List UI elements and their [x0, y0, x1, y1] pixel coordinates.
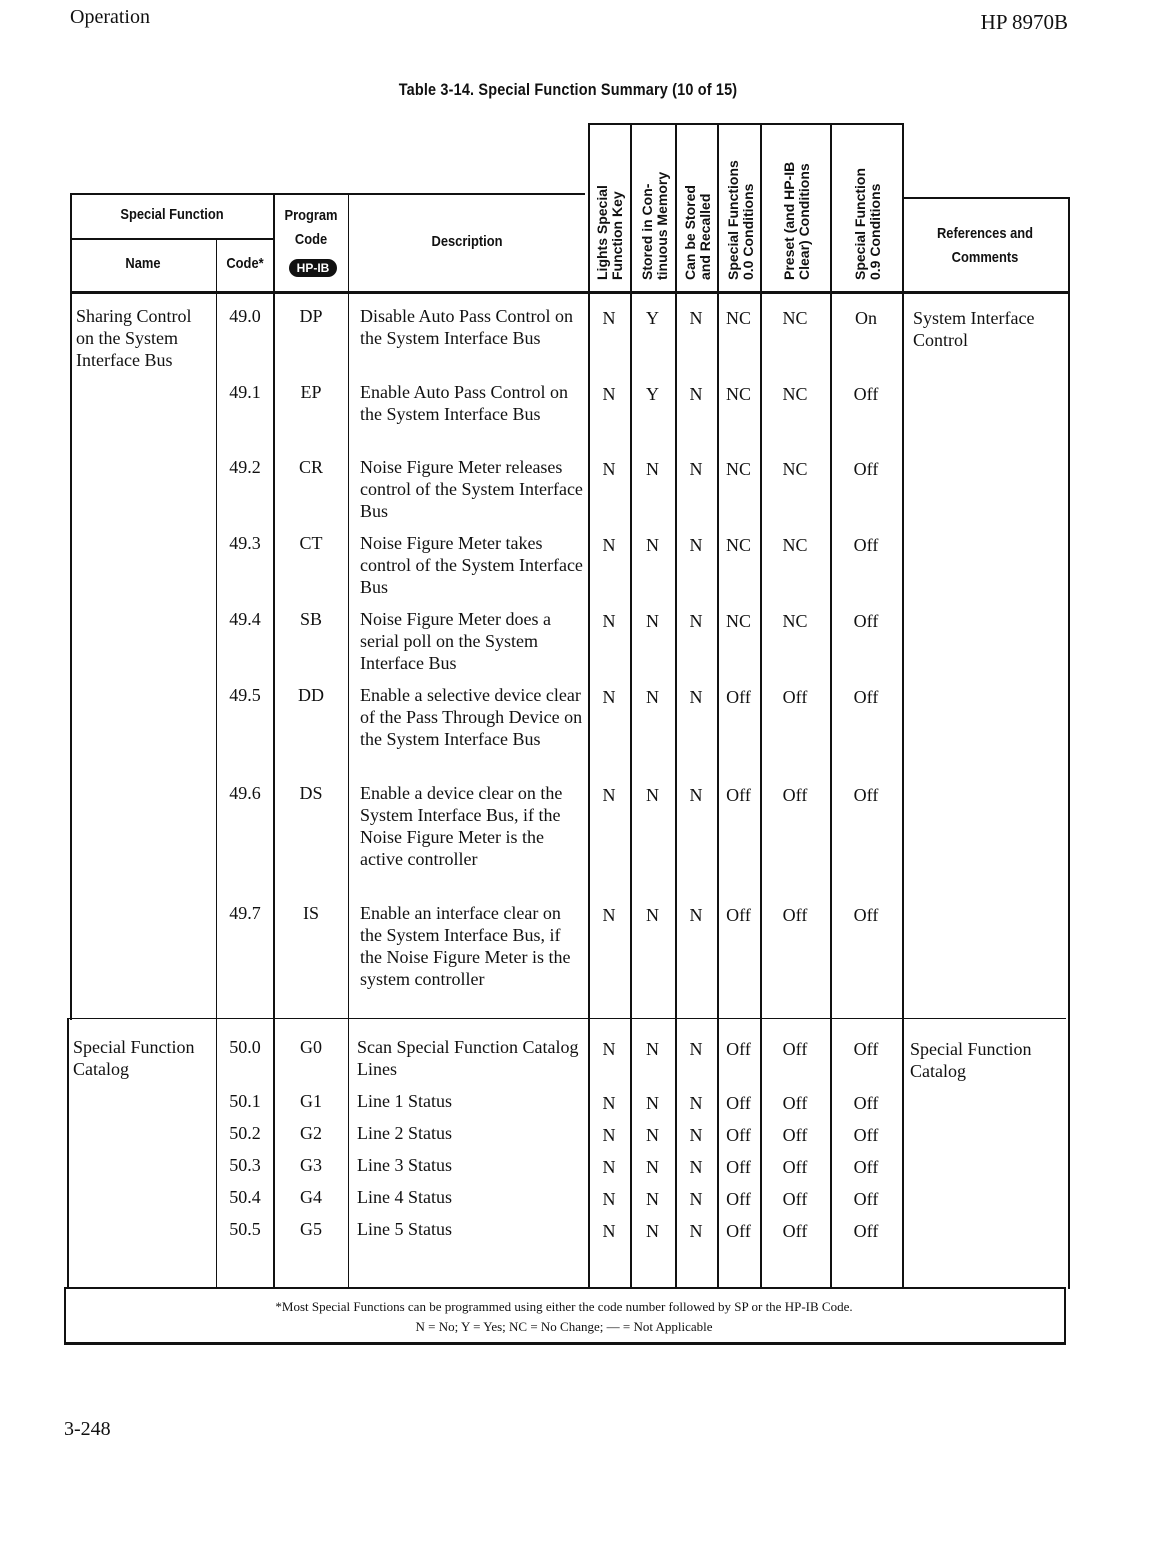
- flag-preset: NC: [782, 459, 808, 479]
- flag-sf00: Off: [726, 1157, 751, 1177]
- header-stored-line1: Stored in Con-: [639, 183, 655, 280]
- flag-stored: N: [646, 535, 659, 555]
- flag-lights: N: [602, 459, 616, 479]
- header-stored-line2: tinuous Memory: [654, 171, 670, 280]
- flag-lights: N: [602, 1093, 616, 1113]
- function-description: Line 2 Status: [357, 1123, 452, 1143]
- table-rule: [1068, 197, 1070, 1289]
- header-code: Code*: [226, 255, 264, 272]
- function-description: Noise Figure Meter releases control of the System Interface Bus: [360, 457, 583, 521]
- flag-preset: NC: [782, 308, 808, 328]
- flag-lights: N: [602, 611, 616, 631]
- page-model: HP 8970B: [980, 10, 1068, 34]
- hpib-code: DS: [299, 783, 323, 803]
- flag-sf00: Off: [726, 1189, 751, 1209]
- flag-recalled: N: [689, 1093, 703, 1113]
- table-rule: [902, 123, 904, 1287]
- flag-lights: N: [602, 1039, 616, 1059]
- flag-preset: Off: [782, 1039, 808, 1059]
- function-description: Line 4 Status: [357, 1187, 452, 1207]
- flag-sf00: Off: [726, 1125, 751, 1145]
- code-number: 49.6: [229, 783, 261, 803]
- flag-sf09: Off: [853, 1125, 879, 1145]
- flag-preset: Off: [782, 1125, 808, 1145]
- function-description: Enable an interface clear on the System Interface Bus, if the Noise Figure Meter is the system controller: [360, 903, 571, 989]
- flag-recalled: N: [689, 1125, 703, 1145]
- table-rule: [216, 238, 217, 1287]
- page-number: 3-248: [64, 1418, 111, 1440]
- header-preset-line2: Clear) Conditions: [796, 163, 812, 280]
- flag-preset: Off: [782, 1093, 808, 1113]
- code-number: 49.7: [229, 903, 261, 923]
- flag-sf00: NC: [725, 308, 751, 328]
- flag-lights: N: [602, 308, 616, 328]
- header-name: Name: [125, 255, 161, 272]
- flag-sf09: Off: [853, 1157, 879, 1177]
- flag-preset: NC: [782, 611, 808, 631]
- table-rule: [588, 123, 903, 125]
- header-comments: Comments: [951, 249, 1019, 266]
- flag-sf00: Off: [726, 1039, 751, 1059]
- header-special-function: Special Function: [120, 206, 224, 223]
- flag-sf00: Off: [726, 905, 751, 925]
- flag-recalled: N: [689, 1189, 703, 1209]
- flag-preset: NC: [782, 384, 808, 404]
- flag-stored: N: [646, 459, 659, 479]
- flag-sf00: Off: [726, 1221, 751, 1241]
- flag-stored: N: [646, 611, 659, 631]
- hpib-code: SB: [299, 609, 323, 629]
- flag-lights: N: [602, 905, 616, 925]
- flag-lights: N: [602, 535, 616, 555]
- table-rule: [1064, 1287, 1066, 1344]
- function-description: Enable Auto Pass Control on the System Interface Bus: [360, 382, 568, 424]
- table-rule: [70, 238, 275, 240]
- flag-preset: Off: [782, 1157, 808, 1177]
- table-rule: [903, 197, 1070, 199]
- group-name: Sharing Control on the System Interface Bus: [76, 306, 192, 370]
- header-lights-line1: Lights Special: [594, 185, 610, 280]
- function-description: Enable a device clear on the System Interface Bus, if the Noise Figure Meter is the active controller: [360, 783, 563, 869]
- hpib-code: G4: [300, 1187, 322, 1207]
- flag-preset: Off: [782, 687, 808, 707]
- flag-lights: N: [602, 687, 616, 707]
- flag-recalled: N: [689, 1039, 703, 1059]
- flag-sf09: Off: [853, 535, 879, 555]
- hpib-code: G3: [300, 1155, 322, 1175]
- code-number: 49.5: [229, 685, 261, 705]
- group-name: Special Function Catalog: [73, 1037, 195, 1079]
- code-number: 50.5: [229, 1219, 261, 1239]
- table-rule: [70, 193, 72, 1020]
- function-description: Disable Auto Pass Control on the System Interface Bus: [360, 306, 574, 348]
- header-sf09-line1: Special Function: [852, 167, 868, 280]
- flag-sf00: Off: [726, 687, 751, 707]
- footnote-legend: N = No; Y = Yes; NC = No Change; — = Not Applicable: [415, 1319, 713, 1334]
- flag-sf00: Off: [726, 785, 751, 805]
- hpib-code: EP: [300, 382, 322, 402]
- flag-lights: N: [602, 1189, 616, 1209]
- hpib-badge: HP-IB: [289, 259, 338, 277]
- flag-lights: N: [602, 1221, 616, 1241]
- flag-preset: Off: [782, 785, 808, 805]
- flag-sf09: Off: [853, 1189, 879, 1209]
- code-number: 50.0: [229, 1037, 261, 1057]
- header-description: Description: [431, 233, 503, 250]
- table-rule: [67, 1018, 69, 1287]
- flag-recalled: N: [689, 785, 703, 805]
- group-reference: System Interface Control: [913, 308, 1035, 350]
- flag-recalled: N: [689, 308, 703, 328]
- flag-lights: N: [602, 1125, 616, 1145]
- flag-recalled: N: [689, 1221, 703, 1241]
- function-description: Enable a selective device clear of the Pass Through Device on the System Interface Bus: [360, 685, 583, 749]
- flag-preset: Off: [782, 1189, 808, 1209]
- table-rule: [64, 1287, 1066, 1289]
- code-number: 50.2: [229, 1123, 261, 1143]
- footnote-code: *Most Special Functions can be programmed using either the code number followed by SP or the HP-IB Code.: [275, 1299, 853, 1314]
- flag-recalled: N: [689, 459, 703, 479]
- flag-sf09: Off: [853, 384, 879, 404]
- hpib-code: G0: [300, 1037, 322, 1057]
- flag-sf09: Off: [853, 687, 879, 707]
- header-hpib-badge-wrap: [280, 256, 346, 277]
- hpib-code: G5: [300, 1219, 322, 1239]
- function-description: Line 1 Status: [357, 1091, 452, 1111]
- table-rule: [64, 1342, 1066, 1345]
- flag-recalled: N: [689, 384, 703, 404]
- flag-sf09: On: [855, 308, 877, 328]
- flag-stored: N: [646, 1189, 659, 1209]
- table-rule: [70, 193, 585, 195]
- table-rule: [70, 291, 1070, 294]
- flag-stored: N: [646, 1221, 659, 1241]
- function-description: Line 3 Status: [357, 1155, 452, 1175]
- code-number: 49.3: [229, 533, 261, 553]
- function-description: Line 5 Status: [357, 1219, 452, 1239]
- flag-stored: N: [646, 905, 659, 925]
- header-program-code: Program: [284, 207, 338, 224]
- flag-lights: N: [602, 785, 616, 805]
- hpib-code: DP: [299, 306, 323, 326]
- flag-stored: N: [646, 1093, 659, 1113]
- flag-stored: N: [646, 785, 659, 805]
- flag-stored: N: [646, 1125, 659, 1145]
- flag-stored: N: [646, 1039, 659, 1059]
- flag-sf09: Off: [853, 1093, 879, 1113]
- flag-preset: Off: [782, 1221, 808, 1241]
- code-number: 49.2: [229, 457, 261, 477]
- flag-sf09: Off: [853, 785, 879, 805]
- header-sf00-line1: Special Functions: [725, 160, 741, 280]
- header-lights-line2: Function Key: [609, 191, 625, 280]
- hpib-code: G2: [300, 1123, 322, 1143]
- code-number: 50.4: [229, 1187, 261, 1207]
- hpib-code: DD: [298, 685, 324, 705]
- flag-sf09: Off: [853, 459, 879, 479]
- flag-sf00: NC: [725, 459, 751, 479]
- function-description: Noise Figure Meter takes control of the System Interface Bus: [360, 533, 583, 597]
- flag-sf09: Off: [853, 611, 879, 631]
- flag-sf09: Off: [853, 1221, 879, 1241]
- flag-preset: Off: [782, 905, 808, 925]
- header-preset-line1: Preset (and HP-IB: [781, 161, 797, 280]
- header-recalled-line2: and Recalled: [697, 193, 713, 280]
- flag-sf00: NC: [725, 611, 751, 631]
- function-description: Noise Figure Meter does a serial poll on the System Interface Bus: [360, 609, 551, 673]
- flag-recalled: N: [689, 1157, 703, 1177]
- flag-sf09: Off: [853, 905, 879, 925]
- table-rule: [348, 193, 349, 1287]
- hpib-code: CR: [298, 457, 323, 477]
- flag-sf00: NC: [725, 384, 751, 404]
- header-sf00-line2: 0.0 Conditions: [740, 183, 756, 280]
- flag-stored: N: [646, 1157, 659, 1177]
- page-section: Operation: [70, 6, 150, 28]
- function-description: Scan Special Function Catalog Lines: [357, 1037, 579, 1079]
- flag-stored: N: [646, 687, 659, 707]
- code-number: 49.0: [229, 306, 261, 326]
- code-number: 49.1: [229, 382, 261, 402]
- code-number: 49.4: [229, 609, 261, 629]
- flag-sf09: Off: [853, 1039, 879, 1059]
- header-references: References and: [936, 225, 1034, 242]
- flag-recalled: N: [689, 611, 703, 631]
- flag-sf00: NC: [725, 535, 751, 555]
- flag-sf00: Off: [726, 1093, 751, 1113]
- flag-stored: Y: [646, 308, 659, 328]
- flag-lights: N: [602, 1157, 616, 1177]
- table-caption: Table 3-14. Special Function Summary (10 of 15): [398, 80, 738, 99]
- code-number: 50.3: [229, 1155, 261, 1175]
- flag-preset: NC: [782, 535, 808, 555]
- header-recalled-line1: Can be Stored: [682, 185, 698, 280]
- flag-stored: Y: [646, 384, 659, 404]
- flag-recalled: N: [689, 905, 703, 925]
- group-reference: Special Function Catalog: [910, 1039, 1032, 1081]
- flag-lights: N: [602, 384, 616, 404]
- hpib-code: G1: [300, 1091, 322, 1111]
- header-program-code-2: Code: [294, 231, 328, 248]
- hpib-code: IS: [302, 903, 319, 923]
- flag-recalled: N: [689, 687, 703, 707]
- header-sf09-line2: 0.9 Conditions: [867, 183, 883, 280]
- code-number: 50.1: [229, 1091, 261, 1111]
- hpib-code: CT: [299, 533, 323, 553]
- flag-recalled: N: [689, 535, 703, 555]
